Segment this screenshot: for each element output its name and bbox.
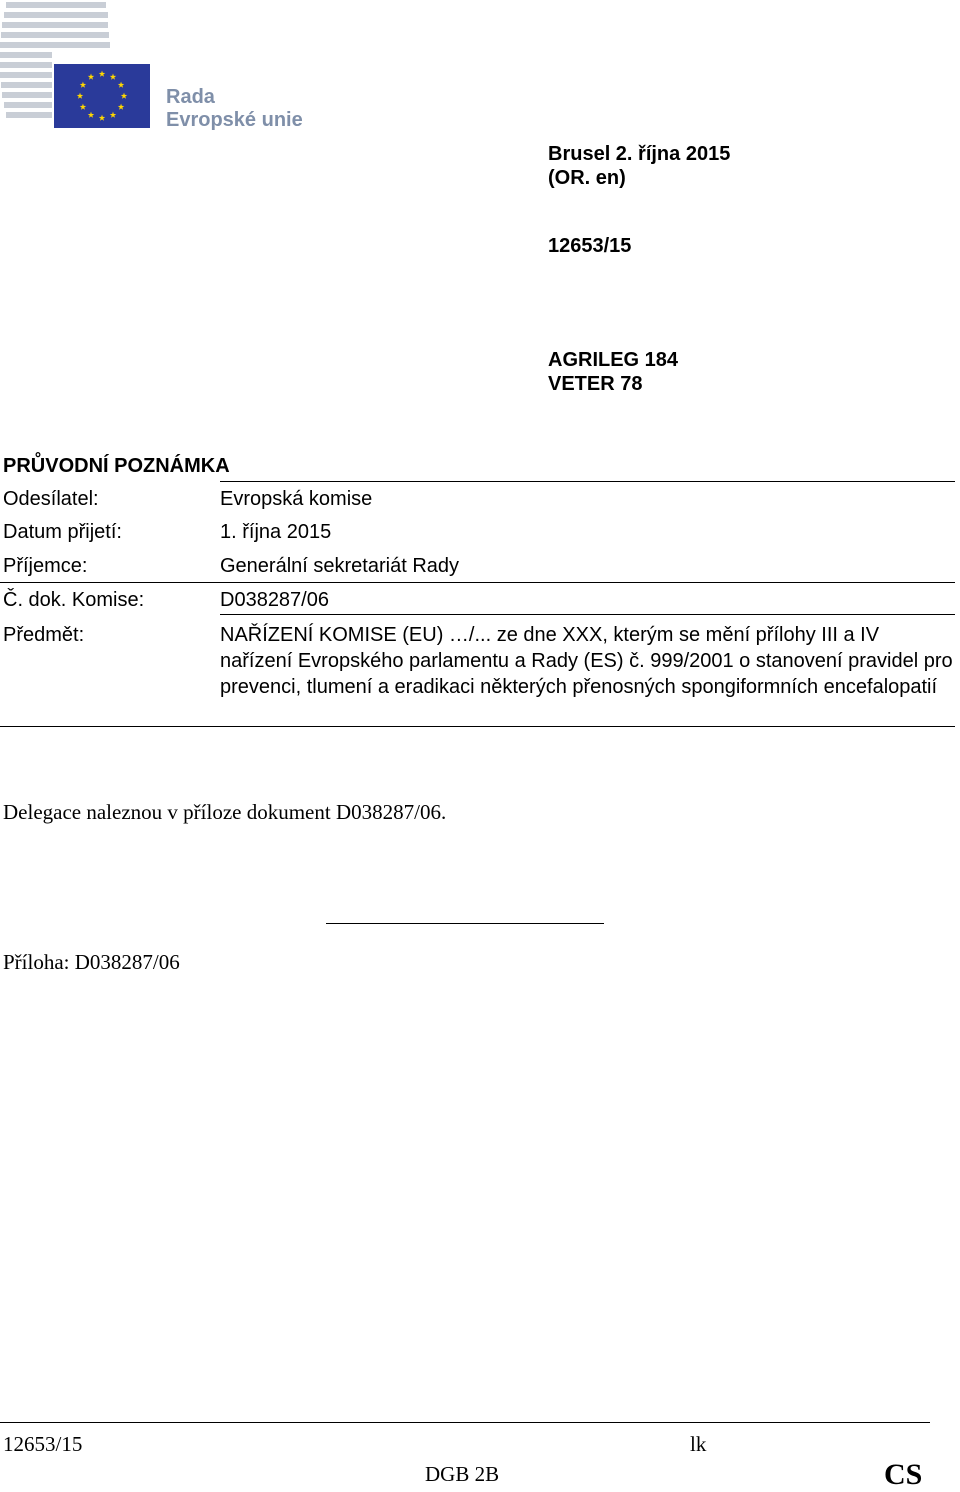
recipient-value: Generální sekretariát Rady bbox=[220, 555, 460, 577]
bottom-rule bbox=[0, 726, 955, 727]
subject-label: Předmět: bbox=[3, 624, 85, 646]
received-date-value: 1. října 2015 bbox=[220, 521, 332, 543]
sender-label: Odesílatel: bbox=[3, 488, 99, 510]
document-number: 12653/15 bbox=[548, 235, 632, 257]
body-text: Delegace naleznou v příloze dokument D038287/06. bbox=[3, 800, 447, 824]
sender-value: Evropská komise bbox=[220, 488, 373, 510]
annex-reference: Příloha: D038287/06 bbox=[3, 950, 180, 974]
org-name-line1: Rada bbox=[166, 86, 215, 108]
code-agrileg: AGRILEG 184 bbox=[548, 349, 679, 371]
code-veter: VETER 78 bbox=[548, 373, 643, 395]
separator-line bbox=[326, 923, 604, 924]
subject-text: NAŘÍZENÍ KOMISE (EU) …/... ze dne XXX, kterým se mění přílohy III a IV nařízení Evropského parlamentu a Rady (ES) č. 999/2001 o stanovení pravidel pro prevenci, tlumení a eradikaci některých přenosných spongiformních encefalopatií bbox=[220, 624, 953, 698]
footer-doc-number: 12653/15 bbox=[3, 1432, 83, 1456]
place-date: Brusel 2. října 2015 bbox=[548, 143, 731, 165]
mid-rule bbox=[0, 582, 955, 583]
org-name bbox=[166, 86, 303, 132]
subject-top-rule bbox=[220, 614, 955, 615]
commission-doc-label: Č. dok. Komise: bbox=[3, 589, 145, 611]
footer-dgb: DGB 2B bbox=[425, 1462, 500, 1486]
received-date-label: Datum přijetí: bbox=[3, 521, 122, 543]
footer-initials: lk bbox=[690, 1432, 707, 1456]
top-rule bbox=[220, 481, 955, 482]
org-name-line2: Evropské unie bbox=[166, 109, 303, 131]
original-language: (OR. en) bbox=[548, 167, 626, 189]
footer-language-code: CS bbox=[884, 1458, 923, 1491]
recipient-label: Příjemce: bbox=[3, 555, 88, 577]
note-title: PRŮVODNÍ POZNÁMKA bbox=[3, 455, 230, 477]
commission-doc-value: D038287/06 bbox=[220, 589, 329, 611]
footer-rule bbox=[0, 1422, 930, 1423]
council-logo-graphic bbox=[0, 0, 150, 130]
